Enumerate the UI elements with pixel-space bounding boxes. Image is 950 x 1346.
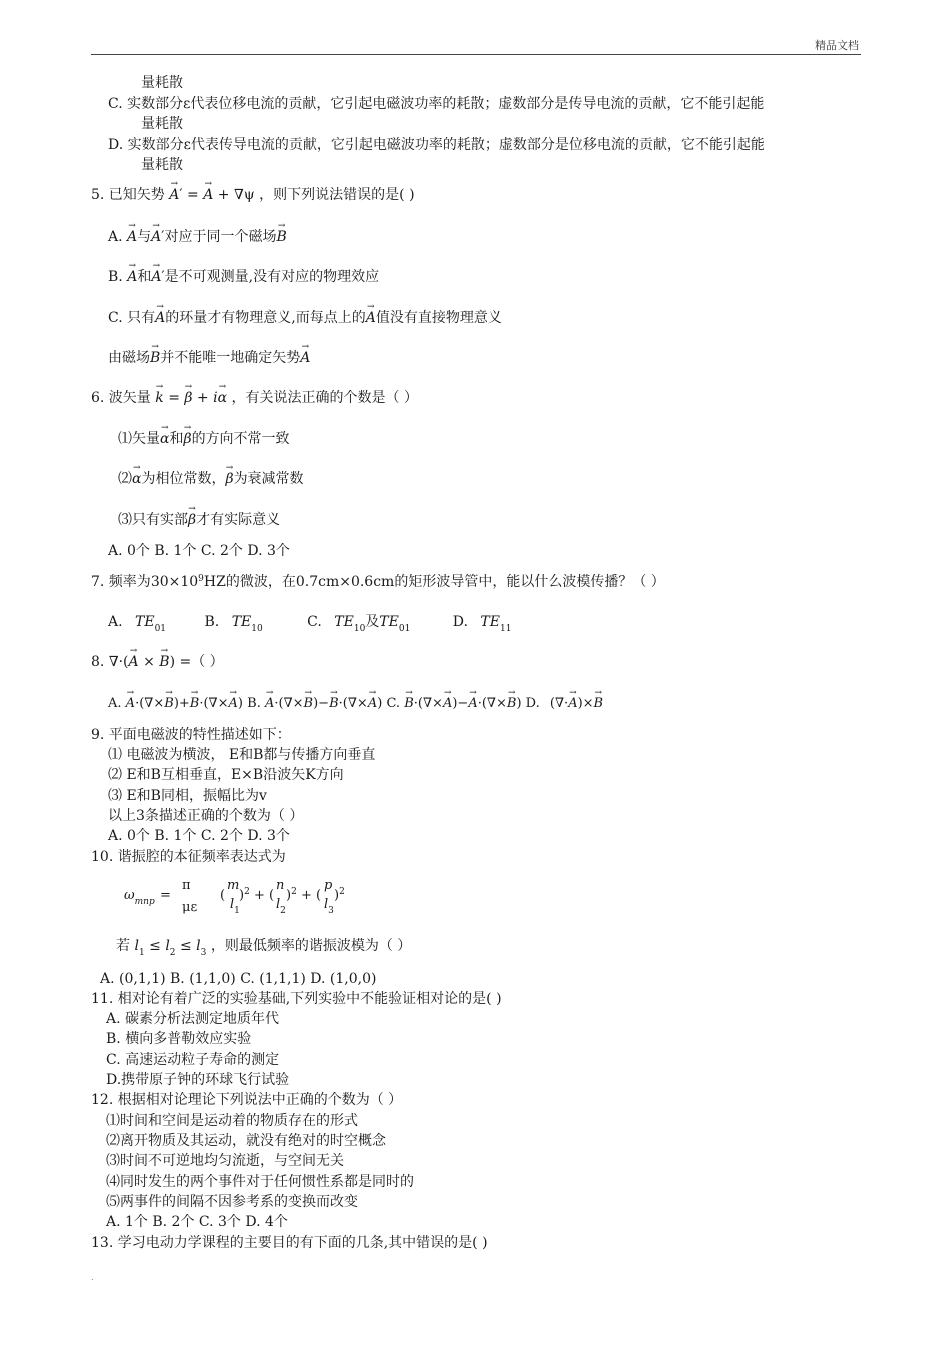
option-c: C. 实数部分ε代表位移电流的贡献，它引起电磁波功率的耗散；虚数部分是传导电流的贡献，它不能引起能 <box>108 96 765 112</box>
resonant-frequency-formula: $\omega_{mnp}$ = π με ( m $l_1$ )$^2$ + ( n $l_2$ )$^2$ + ( p $l_3$ )$^2$ <box>124 878 345 916</box>
q9-options: A. 0个 B. 1个 C. 2个 D. 3个 <box>108 828 290 844</box>
question-5 <box>91 185 415 205</box>
q9-statement-1: ⑴ 电磁波为横波， E和B都与传播方向垂直 <box>108 747 376 763</box>
q12-statement-3: ⑶时间不可逆地均匀流逝，与空间无关 <box>106 1153 344 1169</box>
q6-statement-3: ⑶只有实部→ β才有实际意义 <box>118 510 280 530</box>
q5-formula: → A′ = → A + ∇ψ <box>169 187 254 203</box>
header-rule <box>91 54 861 55</box>
q9-prompt: 以上3条描述正确的个数为（ ） <box>108 808 304 824</box>
q6-formula: → k = → β + i→ α <box>155 390 227 406</box>
question-13: 13. 学习电动力学课程的主要目的有下面的几条,其中错误的是( ) <box>91 1235 488 1251</box>
question-8: 8. ∇·(→ A × → B) =（ ） <box>91 652 224 672</box>
q12-statement-1: ⑴时间和空间是运动着的物质存在的形式 <box>106 1113 358 1129</box>
text-line: 量耗散 <box>141 116 183 132</box>
q12-statement-5: ⑸两事件的间隔不因参考系的变换而改变 <box>106 1194 358 1210</box>
text-line: 量耗散 <box>141 157 183 173</box>
question-6: 6. 波矢量 → k = → β + i→ α ，有关说法正确的个数是（ ） <box>91 388 418 408</box>
q6-options: A. 0个 B. 1个 C. 2个 D. 3个 <box>108 543 290 559</box>
q5-text-a: 5. 已知矢势 <box>91 187 165 203</box>
q6-statement-1: ⑴矢量→ α和→ β的方向不常一致 <box>118 429 290 449</box>
q5-option-d: 由磁场→ B并不能唯一地确定矢势→ A <box>108 348 310 368</box>
question-11: 11. 相对论有着广泛的实验基础,下列实验中不能验证相对论的是( ) <box>91 991 502 1007</box>
q11-option-a: A. 碳素分析法测定地质年代 <box>106 1011 280 1027</box>
header-label: 精品文档 <box>815 39 859 52</box>
q5-text-b: ，则下列说法错误的是( ) <box>259 187 415 203</box>
q7-options: A. $TE_{01}$ B. $TE_{10}$ C. $TE_{10}$及$TE_{01}$ D. $TE_{11}$ <box>108 614 512 634</box>
q6-statement-2: ⑵→ α为相位常数，→ β为衰减常数 <box>118 469 304 489</box>
q5-option-c: C. 只有→ A的环量才有物理意义,而每点上的→ A值没有直接物理意义 <box>108 308 502 328</box>
q11-option-b: B. 横向多普勒效应实验 <box>106 1031 252 1047</box>
q9-statement-3: ⑶ E和B同相，振幅比为v <box>108 788 267 804</box>
q5-option-b: B. → A和→ A′是不可观测量,没有对应的物理效应 <box>108 267 379 287</box>
q5-option-a: A. → A与→ A′对应于同一个磁场→ B <box>108 227 287 247</box>
q10-condition: 若 $l_1 \le l_2 \le l_3$ ，则最低频率的谐振波模为（ ） <box>116 938 412 958</box>
question-12: 12. 根据相对论理论下列说法中正确的个数为（ ） <box>91 1092 403 1108</box>
q11-option-c: C. 高速运动粒子寿命的测定 <box>106 1052 280 1068</box>
q12-statement-2: ⑵离开物质及其运动，就没有绝对的时空概念 <box>106 1133 386 1149</box>
question-10: 10. 谐振腔的本征频率表达式为 <box>91 849 286 865</box>
q11-option-d: D.携带原子钟的环球飞行试验 <box>106 1072 290 1088</box>
option-d: D. 实数部分ε代表传导电流的贡献，它引起电磁波功率的耗散；虚数部分是位移电流的贡献，它不能引起能 <box>108 137 765 153</box>
q12-options: A. 1个 B. 2个 C. 3个 D. 4个 <box>106 1214 288 1230</box>
q9-statement-2: ⑵ E和B互相垂直，E×B沿波矢K方向 <box>108 767 344 783</box>
question-9: 9. 平面电磁波的特性描述如下： <box>91 727 291 743</box>
q8-options: A. → A·(∇×→ B)+→ B·(∇×→ A) B. → A·(∇×→ B)−→ B·(∇×→ A) C. → B·(∇×→ A)−→ A·(∇×→ B) D. (∇·→ A)×→ B <box>108 694 603 714</box>
question-7: 7. 频率为$30\times 10^9HZ$的微波，在0.7cm×0.6cm的矩形波导管中，能以什么波模传播？（ ） <box>91 574 665 590</box>
text-line: 量耗散 <box>141 75 183 91</box>
footer-mark: . <box>91 1273 94 1282</box>
q12-statement-4: ⑷同时发生的两个事件对于任何惯性系都是同时的 <box>106 1174 414 1190</box>
q10-options: A. (0,1,1) B. (1,1,0) C. (1,1,1) D. (1,0,0) <box>100 971 377 987</box>
